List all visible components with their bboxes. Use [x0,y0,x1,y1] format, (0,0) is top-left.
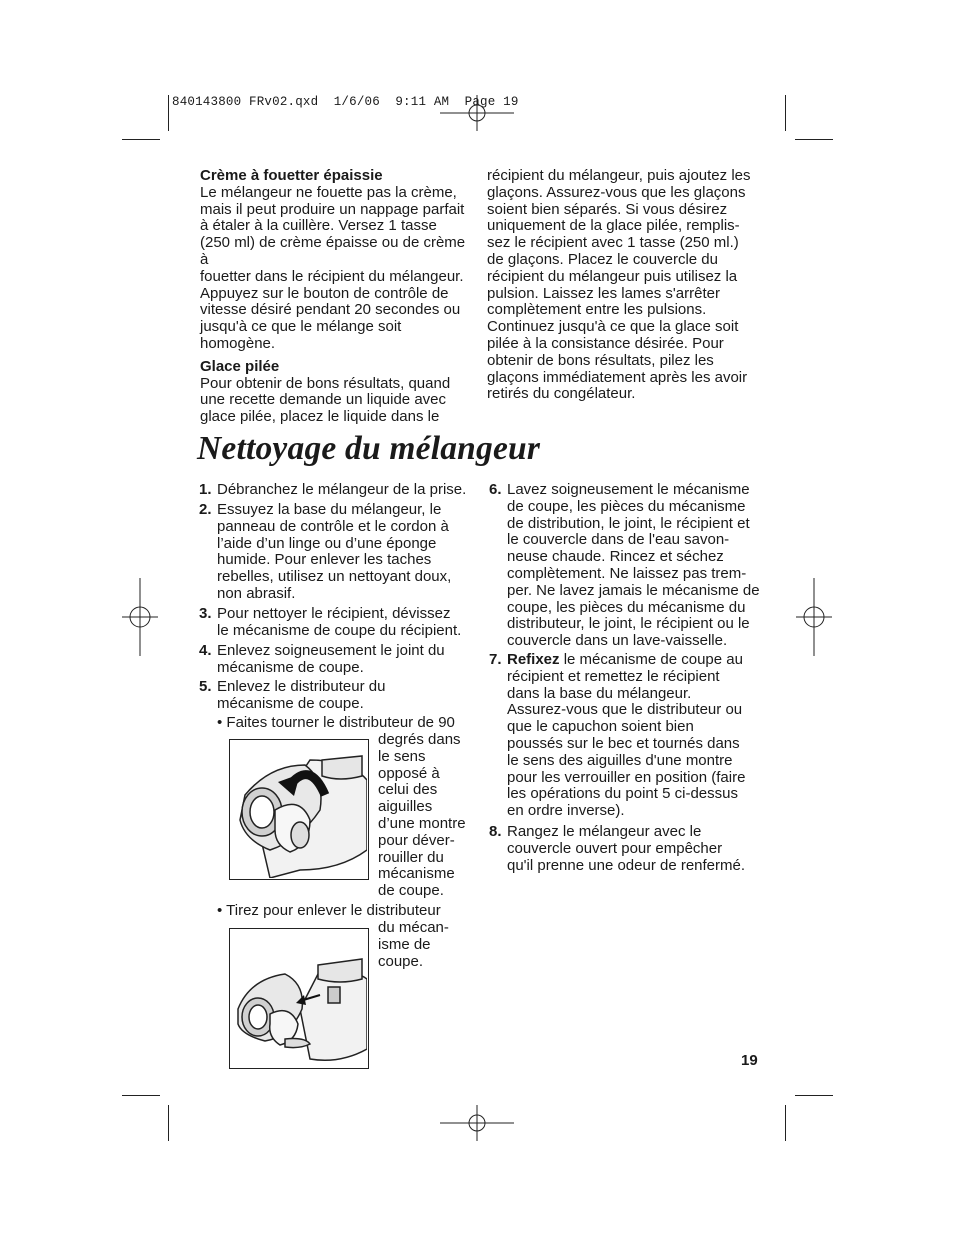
text-line: récipient du mélangeur puis utilisez la [487,267,738,285]
text-line: soient bien séparés. Si vous désirez [487,200,728,218]
text-line: de coupe. [378,882,444,900]
blender-dispenser-rotate-illustration [230,740,367,878]
text-line: fouetter dans le récipient du mélangeur. [200,267,464,285]
ice-paragraph [200,376,475,426]
text-line: mécanisme [378,865,455,883]
text-line: Lavez soigneusement le mécanisme [507,481,750,498]
text-line: qu'il prenne une odeur de renfermé. [507,856,746,874]
text-line: de glaçons. Placez le couvercle du [487,250,718,268]
step-number: 5. [199,678,212,695]
text-line: l’aide d’un linge ou d’une éponge [217,534,437,552]
text-line: le sens [378,747,426,765]
step-text [507,482,760,650]
text-line: de distribution, le joint, le récipient et [507,514,750,532]
step-number: 2. [199,501,212,518]
text-line: obtenir de bons résultats, pilez les [487,351,714,369]
text-line: rouiller du [378,848,444,866]
text-line: Débranchez le mélangeur de la prise. [217,481,467,498]
text-line: mécanisme de coupe. [217,658,364,676]
figure-pull-dispenser [229,928,369,1069]
cream-section [200,168,475,426]
text-line: aiguilles [378,798,433,816]
step-text [217,679,385,713]
step-number: 6. [489,481,502,498]
text-line: Assurez-vous que le distributeur ou [507,701,743,719]
bullet-rotate-rest [378,732,466,900]
text-line: Rangez le mélangeur avec le [507,823,702,840]
text-line: une recette demande un liquide avec [200,391,447,409]
text-line: du mécan- [378,919,449,936]
text-line: panneau de contrôle et le cordon à [217,517,449,535]
step-number: 1. [199,481,212,498]
text-line: en ordre inverse). [507,802,625,820]
figure-rotate-dispenser [229,739,369,880]
text-line: récipient du mélangeur, puis ajoutez les [487,167,751,184]
text-line: Appuyez sur le bouton de contrôle de [200,284,449,302]
text-line: coupe. [378,952,424,970]
bullet-rotate-first-line: • Faites tourner le distributeur de 90 [217,714,455,731]
text-line: mécanisme de coupe. [217,694,364,712]
blender-dispenser-pull-illustration [230,929,367,1067]
text-line: glaçons immédiatement après les avoir [487,368,748,386]
step-text [507,652,745,820]
text-line: Le mélangeur ne fouette pas la crème, [200,183,457,201]
text-line: à étaler à la cuillère. Versez 1 tasse [200,217,437,235]
text-line: jusqu'à ce que le mélange soit [200,318,402,336]
text-line: retirés du congélateur. [487,385,636,403]
step-text [217,482,466,499]
text-line: complètement. Ne laissez pas trem- [507,564,747,582]
ice-paragraph-continued [487,168,762,403]
text-line: Enlevez soigneusement le joint du [217,642,445,659]
text-line: couvercle ouvert pour empêcher [507,839,723,857]
step-bold-word: Refixez [507,651,560,668]
step-number: 4. [199,642,212,659]
text-line: degrés dans [378,731,461,748]
text-line [507,652,745,669]
text-line: poussés sur le bec et tournés dans [507,734,740,752]
text-line: le sens des aiguilles d'une montre [507,751,733,769]
step-text [507,824,745,874]
text-line: per. Ne lavez jamais le mécanisme de [507,581,760,599]
text-line: mais il peut produire un nappage parfait [200,200,465,218]
step-number: 8. [489,823,502,840]
text-line: Essuyez la base du mélangeur, le [217,501,442,518]
text-line: d’une montre [378,814,466,832]
text-line: de coupe, les pièces du mécanisme [507,497,746,515]
text-line: les opérations du point 5 ci-dessus [507,785,738,803]
text-line: pour déver- [378,831,455,849]
text-line: Continuez jusqu'à ce que la glace soit [487,318,739,336]
bullet-pull-rest [378,920,449,970]
text-line: que le capuchon soient bien [507,718,694,736]
text-line: glaçons. Assurez-vous que les glaçons [487,183,746,201]
text-line: humide. Pour enlever les taches [217,551,432,569]
bullet-pull-first-line: • Tirez pour enlever le distributeur [217,902,441,919]
text-line: glace pilée, placez le liquide dans le [200,408,440,426]
text-line: Enlevez le distributeur du [217,678,386,695]
step-text [217,643,445,677]
cream-paragraph [200,185,475,353]
cream-heading: Crème à fouetter épaissie [200,167,383,184]
text-line: le couvercle dans de l'eau savon- [507,531,730,549]
text-line: complètement entre les pulsions. [487,301,707,319]
print-slug-line: 840143800 FRv02.qxd 1/6/06 9:11 AM Page 19 [172,95,519,109]
page-number: 19 [741,1052,758,1069]
text-line: (250 ml) de crème épaisse ou de crème à [200,234,466,268]
text-line: rebelles, utilisez un nettoyant doux, [217,568,452,586]
text-line: Pour nettoyer le récipient, dévissez [217,605,451,622]
text-line: pour les verrouiller en position (faire [507,768,746,786]
text-line: coupe, les pièces du mécanisme du [507,598,746,616]
text-line: non abrasif. [217,584,296,602]
section-title: Nettoyage du mélangeur [197,430,541,467]
text-line: couvercle dans un lave-vaisselle. [507,632,728,650]
text-line: pulsion. Laissez les lames s'arrêter [487,284,720,302]
text-line: celui des [378,781,438,799]
text-line: sez le récipient avec 1 tasse (250 ml.) [487,234,739,252]
text-line: opposé à [378,764,440,782]
text-line: neuse chaude. Rincez et séchez [507,548,724,566]
text-line: distributeur, le joint, le récipient ou le [507,615,750,633]
step-text [217,502,451,603]
step-number: 3. [199,605,212,622]
text-line: uniquement de la glace pilée, remplis- [487,217,740,235]
text-line: pilée à la consistance désirée. Pour [487,334,724,352]
step-number: 7. [489,651,502,668]
text-line: récipient et remettez le récipient [507,667,720,685]
step-text [217,606,461,640]
text-line: vitesse désiré pendant 20 secondes ou [200,301,461,319]
text-line: dans la base du mélangeur. [507,684,692,702]
text-line: isme de [378,935,431,953]
text-line: le mécanisme de coupe du récipient. [217,621,462,639]
text-line: Pour obtenir de bons résultats, quand [200,374,451,392]
ice-heading: Glace pilée [200,357,280,375]
step-line-rest: le mécanisme de coupe au [559,651,743,668]
text-line: homogène. [200,334,276,352]
